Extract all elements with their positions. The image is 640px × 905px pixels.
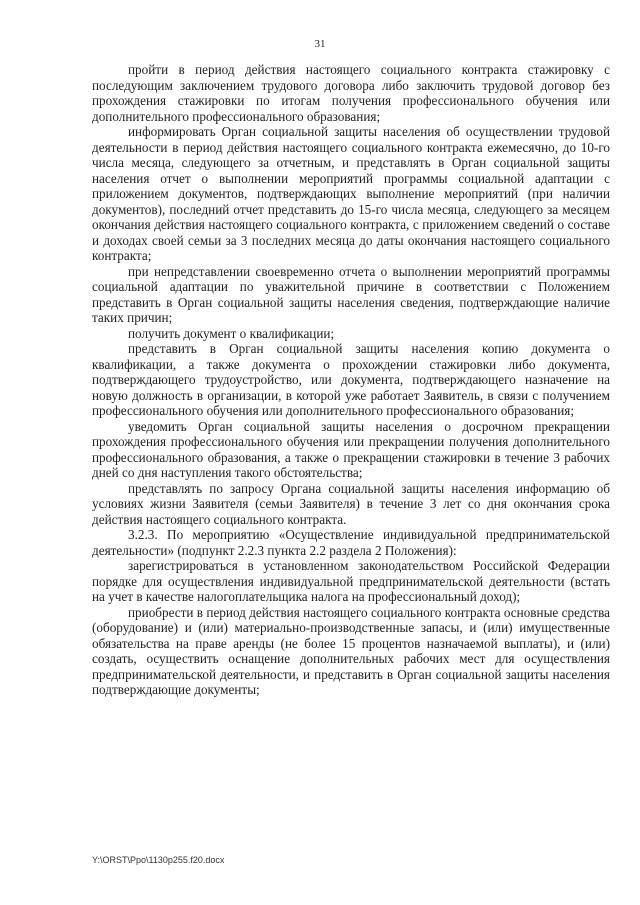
paragraph: представлять по запросу Органа социальной защиты населения информацию об условиях жизни Заявителя (семьи Заявителя) в течение 3 лет со дня окончания срока действия настоящего социального контракта.: [92, 480, 610, 527]
paragraph-section-heading: 3.2.3. По мероприятию «Осуществление индивидуальной предпринимательской деятельности» (подпункт 2.2.3 пункта 2.2 раздела 2 Положения):: [92, 527, 610, 558]
paragraph: уведомить Орган социальной защиты населения о досрочном прекращении прохождения профессионального обучения или прекращении получения дополнительного профессионального образования, а также о прекращении стажировки в течение 3 рабочих дней со дня наступления такого обстоятельства;: [92, 418, 610, 480]
paragraph: пройти в период действия настоящего социального контракта стажировку с последующим заключением трудового договора либо заключить трудовой договор без прохождения стажировки по итогам получения профессионального обучения или дополнительного профессионального образования;: [92, 62, 610, 124]
paragraph: зарегистрироваться в установленном законодательством Российской Федерации порядке для осуществления индивидуальной предпринимательской деятельности (встать на учет в качестве налогоплательщика налога на профессиональный доход);: [92, 558, 610, 604]
page-number: 31: [314, 38, 326, 50]
paragraph: представить в Орган социальной защиты населения копию документа о квалификации, а также документа о прохождении стажировки либо документа, подтверждающего трудоустройство, или документа, подтверждающего назначение на новую должность в организации, в которой уже работает Заявитель, в связи с получением профессионального обучения или дополнительного профессионального образования;: [92, 341, 610, 418]
footer-file-path: Y:\ORST\Ppo\1130p255.f20.docx: [92, 855, 225, 865]
paragraph: получить документ о квалификации;: [128, 325, 335, 341]
document-body: [92, 62, 610, 698]
paragraph: при непредставлении своевременно отчета о выполнении мероприятий программы социальной адаптации по уважительной причине в соответствии с Положением представить в Орган социальной защиты населения сведения, подтверждающие наличие таких причин;: [92, 263, 610, 325]
paragraph: приобрести в период действия настоящего социального контракта основные средства (оборудование) и (или) материально-производственные запасы, и (или) имущественные обязательства на праве аренды (не более 15 процентов назначаемой выплаты), и (или) создать, осуществить оснащение дополнительных рабочих мест для осуществления предпринимательской деятельности, и представить в Орган социальной защиты населения подтверждающие документы;: [92, 604, 610, 697]
paragraph: информировать Орган социальной защиты населения об осуществлении трудовой деятельности в период действия настоящего социального контракта ежемесячно, до 10-го числа месяца, следующего за отчетным, и представлять в Орган социальной защиты населения отчет о выполнении мероприятий программы социальной адаптации с приложением документов, подтверждающих выполнение мероприятий (при наличии документов), последний отчет представить до 15-го числа месяца, следующего за месяцем окончания действия настоящего социального контракта, с приложением сведений о составе и доходах своей семьи за 3 последних месяца до даты окончания настоящего социального контракта;: [92, 124, 610, 263]
